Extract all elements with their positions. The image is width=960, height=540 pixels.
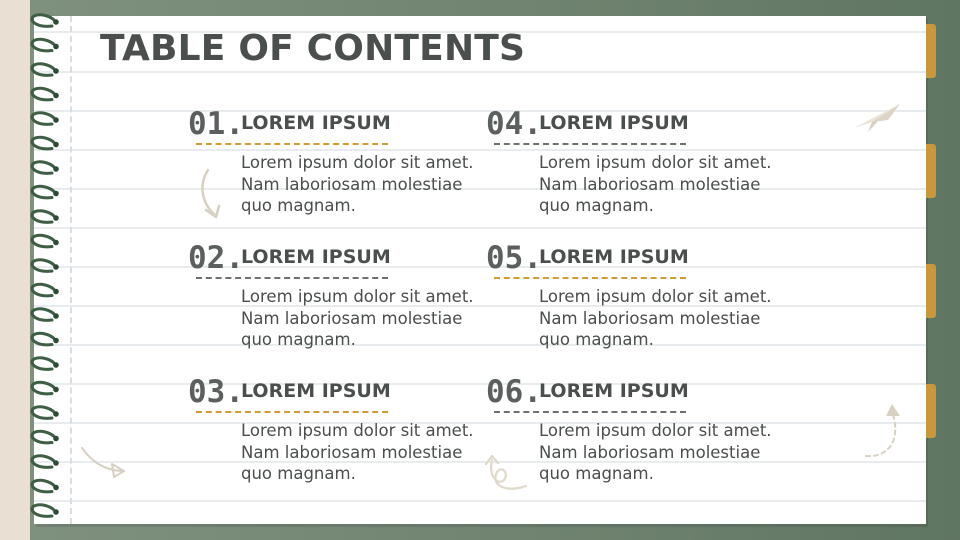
item-divider — [494, 277, 686, 279]
item-heading: LOREM IPSUM — [241, 112, 391, 134]
spiral-hole — [53, 436, 59, 442]
spiral-ring — [32, 162, 54, 174]
spiral-hole — [53, 313, 59, 319]
item-description: Lorem ipsum dolor sit amet. Nam laboriosam molestiae quo magnam. — [241, 153, 474, 215]
item-number: 01. — [188, 106, 244, 142]
spiral-hole — [53, 142, 59, 148]
spiral-ring — [32, 309, 54, 321]
spiral-hole — [53, 338, 59, 344]
spiral-ring — [32, 113, 54, 125]
spiral-hole — [53, 117, 59, 123]
paper-plane-doodle-icon — [848, 100, 906, 136]
item-divider — [196, 277, 388, 279]
spiral-ring — [32, 260, 54, 272]
item-description: Lorem ipsum dolor sit amet. Nam laboriosam molestiae quo magnam. — [241, 421, 474, 483]
toc-item-04 — [486, 106, 772, 226]
toc-item-02 — [188, 240, 474, 360]
spiral-hole — [53, 509, 59, 515]
item-description: Lorem ipsum dolor sit amet. Nam laboriosam molestiae quo magnam. — [241, 287, 474, 349]
spiral-hole — [53, 215, 59, 221]
spiral-hole — [53, 289, 59, 295]
spiral-ring — [32, 137, 54, 149]
spiral-ring — [32, 88, 54, 100]
spiral-ring — [32, 333, 54, 345]
toc-item-05 — [486, 240, 772, 360]
spiral-ring — [32, 211, 54, 223]
page-tab-1 — [926, 24, 936, 78]
spiral-ring — [32, 235, 54, 247]
spiral-hole — [53, 485, 59, 491]
toc-item-03 — [188, 374, 474, 494]
spiral-hole — [53, 264, 59, 270]
spiral-hole — [53, 362, 59, 368]
spiral-ring — [32, 431, 54, 443]
item-description: Lorem ipsum dolor sit amet. Nam laboriosam molestiae quo magnam. — [539, 421, 772, 483]
item-description: Lorem ipsum dolor sit amet. Nam laboriosam molestiae quo magnam. — [539, 287, 772, 349]
spiral-hole — [53, 19, 59, 25]
page-tab-2 — [926, 144, 936, 198]
page-tab-4 — [926, 384, 936, 438]
spiral-ring — [32, 407, 54, 419]
arrow-doodle-icon — [858, 398, 906, 464]
spiral-hole — [53, 411, 59, 417]
spiral-hole — [53, 387, 59, 393]
item-heading: LOREM IPSUM — [241, 246, 391, 268]
page-title: TABLE OF CONTENTS — [100, 28, 526, 69]
spiral-ring — [32, 15, 54, 27]
arrow-doodle-icon — [196, 164, 230, 224]
arrow-doodle-icon — [78, 440, 130, 482]
spiral-ring — [32, 186, 54, 198]
spiral-ring — [32, 382, 54, 394]
margin-line — [70, 16, 72, 524]
item-heading: LOREM IPSUM — [539, 380, 689, 402]
item-number: 04. — [486, 106, 542, 142]
item-divider — [196, 143, 388, 145]
item-heading: LOREM IPSUM — [241, 380, 391, 402]
spiral-hole — [53, 191, 59, 197]
spiral-binding-icon — [18, 0, 64, 540]
item-number: 02. — [188, 240, 244, 276]
item-heading: LOREM IPSUM — [539, 112, 689, 134]
spiral-ring — [32, 358, 54, 370]
spiral-hole — [53, 93, 59, 99]
spiral-ring — [32, 505, 54, 517]
item-number: 06. — [486, 374, 542, 410]
item-divider — [494, 411, 686, 413]
item-heading: LOREM IPSUM — [539, 246, 689, 268]
spiral-hole — [53, 166, 59, 172]
spiral-hole — [53, 240, 59, 246]
curly-arrow-doodle-icon — [480, 450, 532, 494]
spiral-ring — [32, 39, 54, 51]
spiral-ring — [32, 64, 54, 76]
item-divider — [196, 411, 388, 413]
spiral-hole — [53, 68, 59, 74]
spiral-ring — [32, 284, 54, 296]
item-description: Lorem ipsum dolor sit amet. Nam laboriosam molestiae quo magnam. — [539, 153, 772, 215]
item-number: 05. — [486, 240, 542, 276]
spiral-ring — [32, 456, 54, 468]
page-tab-3 — [926, 264, 936, 318]
spiral-hole — [53, 44, 59, 50]
spiral-ring — [32, 480, 54, 492]
toc-item-01 — [188, 106, 474, 226]
item-number: 03. — [188, 374, 244, 410]
item-divider — [494, 143, 686, 145]
spiral-hole — [53, 460, 59, 466]
